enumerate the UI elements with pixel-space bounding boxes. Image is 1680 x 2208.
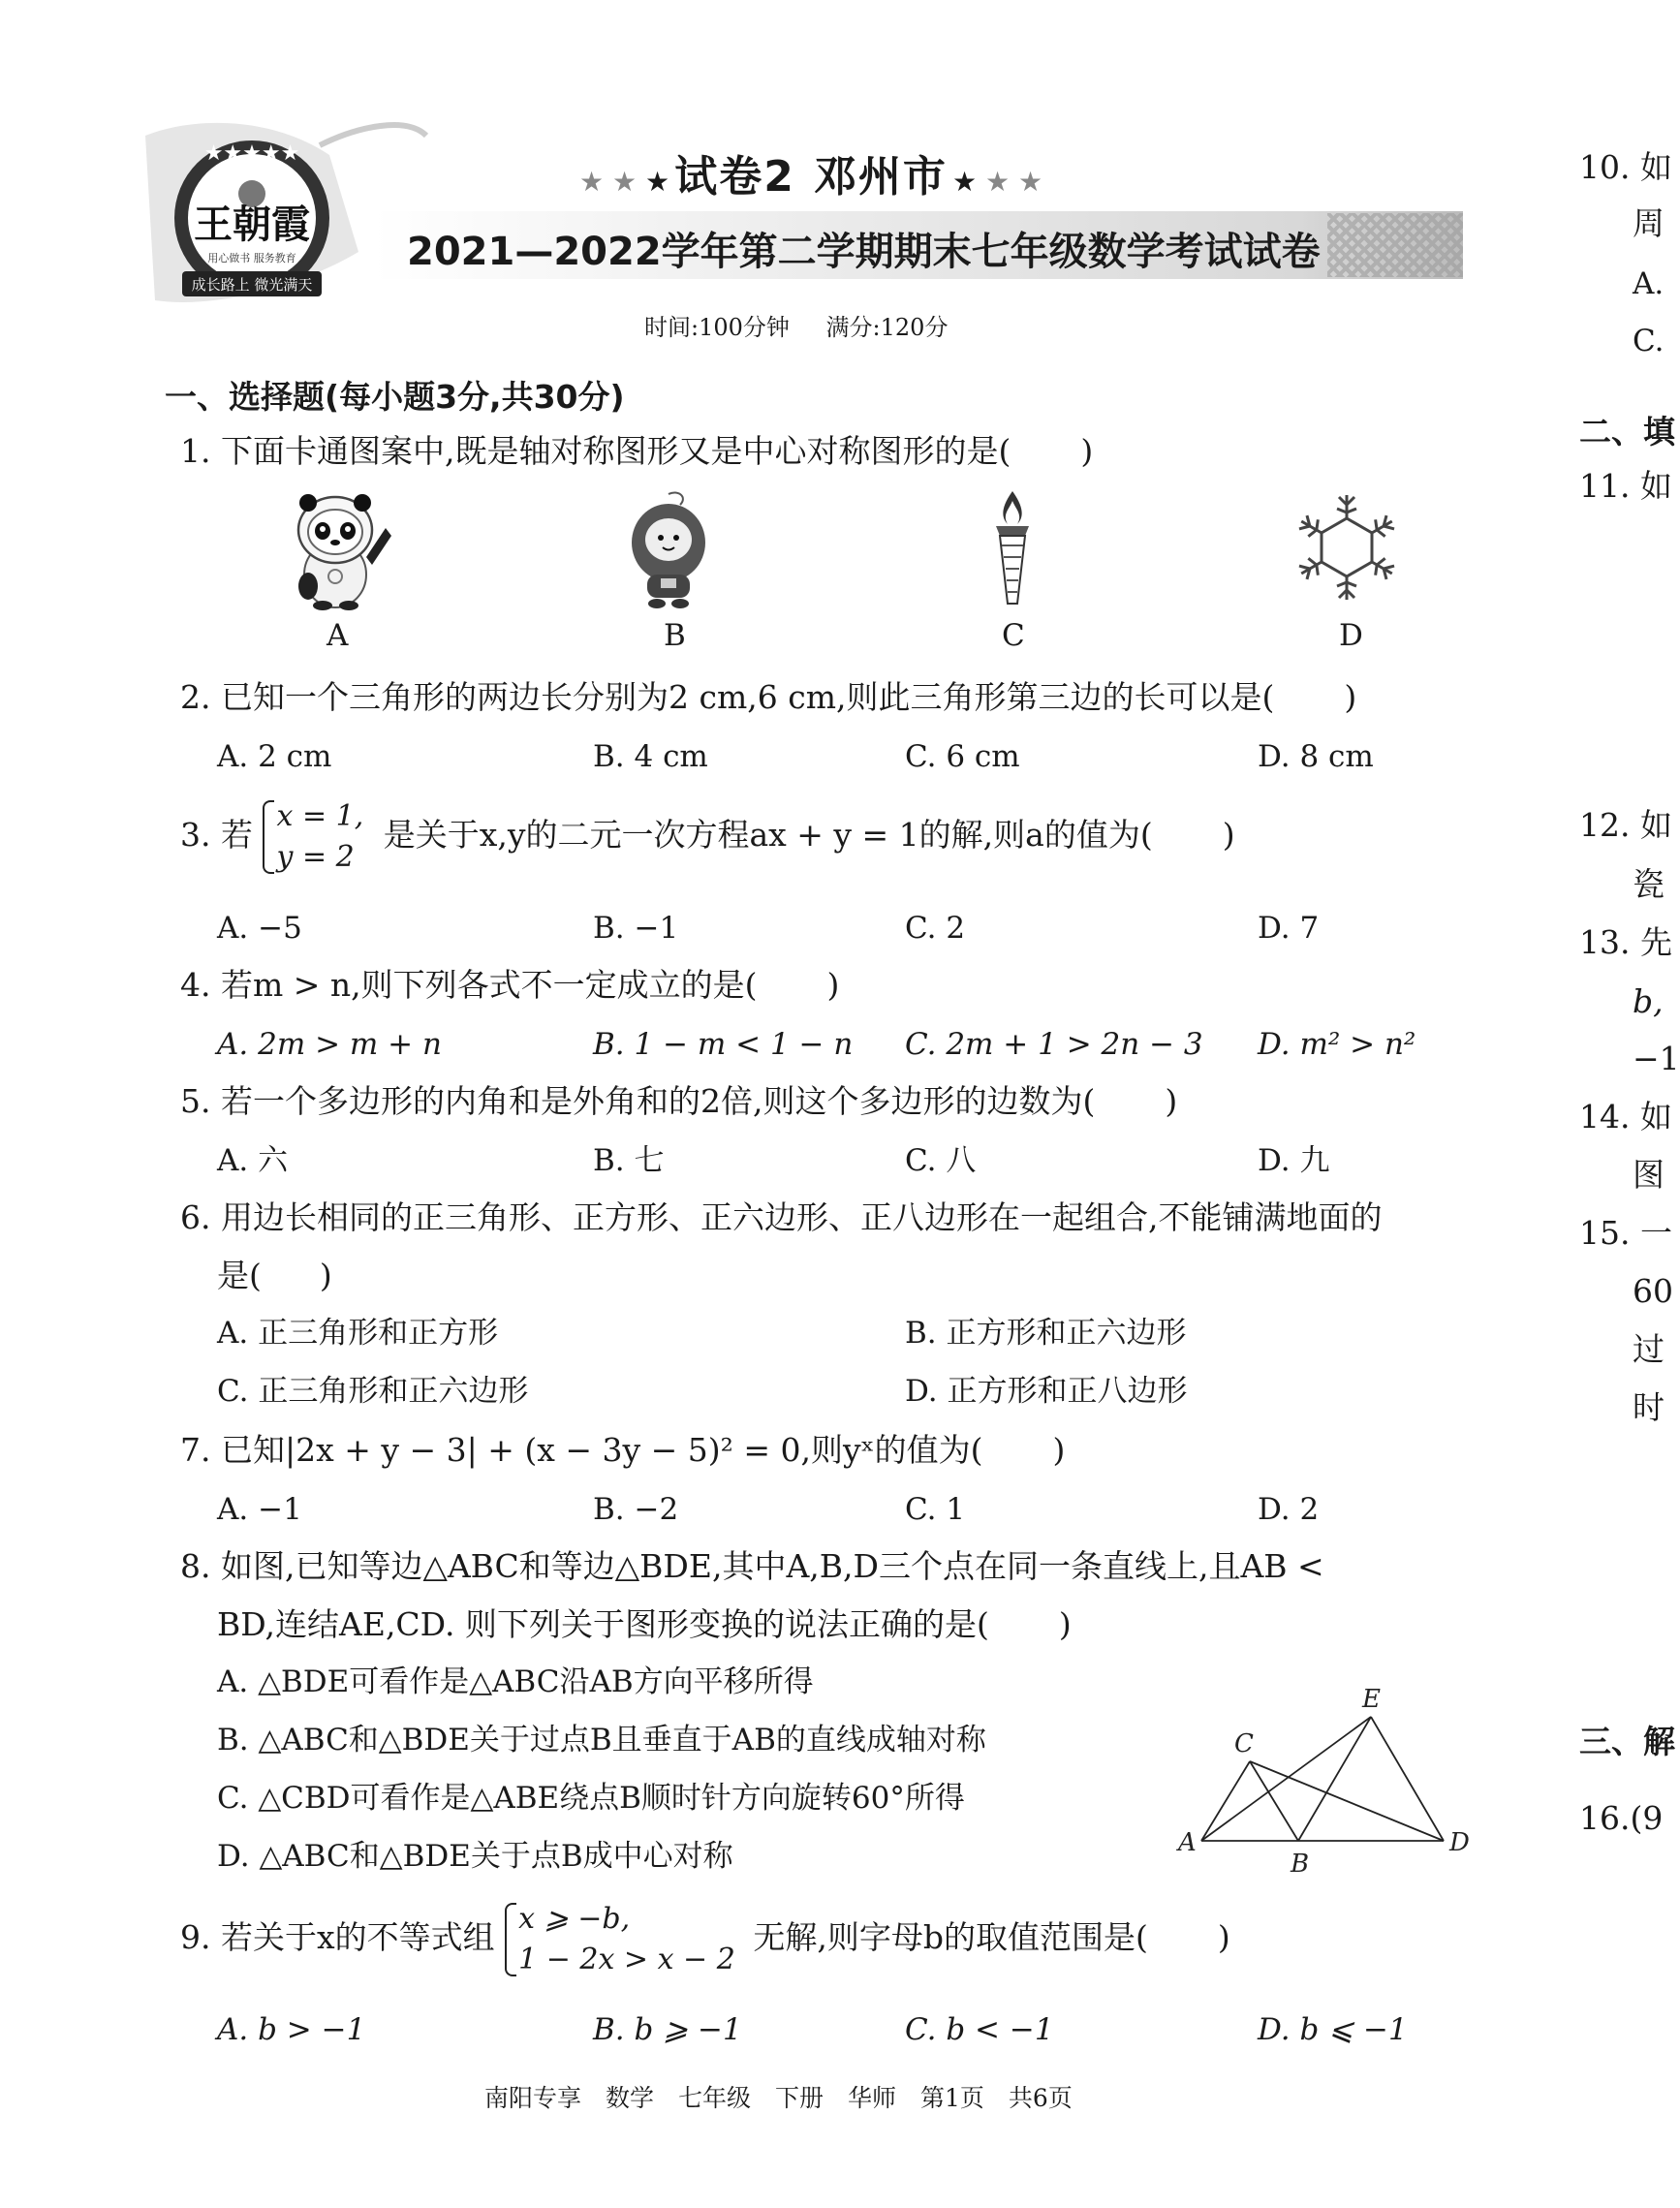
- equation-system: [263, 796, 363, 878]
- question-stem: 1. 下面卡通图案中,既是轴对称图形又是中心对称图形的是(: [180, 432, 1011, 470]
- q6-option-c: C. 正三角形和正六边形: [217, 1374, 529, 1409]
- page-footer: 南阳专享 数学 七年级 下册 华师 第1页 共6页: [484, 2084, 1073, 2112]
- point-a-label: A: [1178, 1828, 1197, 1857]
- title-band-pattern: [1327, 213, 1463, 277]
- star-icon: ★: [952, 166, 978, 198]
- rc-line: 11. 如: [1579, 467, 1672, 505]
- question-9: 9. 若关于x的不等式组 x ⩾ −b, 1 − 2x > x − 2 无解,则字母b的取值范围是( ): [180, 1899, 1230, 1980]
- rc-line: 14. 如: [1579, 1098, 1672, 1135]
- triangle-figure: [1172, 1676, 1482, 1880]
- q4-option-a: A. 2m > m + n: [217, 1027, 442, 1062]
- inequality-system: [505, 1899, 735, 1980]
- q8-option-c: C. △CBD可看作是△ABE绕点B顺时针方向旋转60°所得: [217, 1781, 965, 1816]
- q9-option-c: C. b < −1: [905, 2012, 1054, 2047]
- exam-title: 2021—2022学年第二学期期末七年级数学考试试卷: [407, 230, 1321, 274]
- q8-option-a: A. △BDE可看作是△ABC沿AB方向平移所得: [217, 1664, 814, 1699]
- question-stem: 2. 已知一个三角形的两边长分别为2 cm,6 cm,则此三角形第三边的长可以是(: [180, 678, 1275, 716]
- paper-tag: 试卷2: [674, 152, 795, 202]
- q4-option-c: C. 2m + 1 > 2n − 3: [905, 1027, 1203, 1062]
- q2-option-a: A. 2 cm: [217, 739, 332, 774]
- rc-line: 16.(9: [1579, 1799, 1664, 1837]
- q1-label-b: B: [664, 618, 686, 653]
- rc-section: 三、解: [1579, 1723, 1675, 1760]
- q3-option-b: B. −1: [593, 911, 679, 946]
- q2-option-c: C. 6 cm: [905, 739, 1020, 774]
- q4-option-d: D. m² > n²: [1258, 1027, 1416, 1062]
- q7-option-b: B. −2: [593, 1492, 679, 1527]
- question-5: 5. 若一个多边形的内角和是外角和的2倍,则这个多边形的边数为( ): [180, 1082, 1178, 1120]
- q1-label-a: A: [327, 618, 349, 653]
- rc-line: 时: [1633, 1388, 1664, 1426]
- question-7: 7. 已知|2x + y − 3| + (x − 3y − 5)² = 0,则yˣ的值为( ): [180, 1431, 1066, 1469]
- q7-option-a: A. −1: [217, 1492, 302, 1527]
- inequality-1: x ⩾ −b,: [518, 1902, 631, 1936]
- question-stem: 3. 若: [180, 816, 253, 854]
- inequality-2: 1 − 2x > x − 2: [518, 1943, 735, 1976]
- q6-option-d: D. 正方形和正八边形: [905, 1374, 1188, 1409]
- q5-option-a: A. 六: [217, 1143, 289, 1178]
- question-3: 3. 若 x = 1, y = 2 是关于x,y的二元一次方程ax + y = 1的解,则a的值为( ): [180, 796, 1235, 878]
- point-b-label: B: [1291, 1850, 1310, 1879]
- q9-option-d: D. b ⩽ −1: [1258, 2012, 1408, 2047]
- time-info: 时间:100分钟: [644, 314, 790, 341]
- rc-line: 12. 如: [1579, 806, 1672, 844]
- rc-line: 过: [1633, 1330, 1664, 1368]
- q9-option-b: B. b ⩾ −1: [593, 2012, 742, 2047]
- score-info: 满分:120分: [825, 314, 949, 341]
- question-stem: 5. 若一个多边形的内角和是外角和的2倍,则这个多边形的边数为(: [180, 1082, 1096, 1120]
- question-6: [180, 1198, 1382, 1237]
- publisher-logo: [136, 116, 368, 315]
- question-stem: 8. 如图,已知等边△ABC和等边△BDE,其中A,B,D三个点在同一条直线上,且AB <: [180, 1547, 1324, 1585]
- panda-mascot-icon: [279, 489, 395, 610]
- question-2: 2. 已知一个三角形的两边长分别为2 cm,6 cm,则此三角形第三边的长可以是( ): [180, 678, 1357, 716]
- q3-option-c: C. 2: [905, 911, 966, 946]
- q1-label-d: D: [1339, 618, 1363, 653]
- q6-option-b: B. 正方形和正六边形: [905, 1316, 1187, 1351]
- question-6-continued: 是( ): [217, 1257, 332, 1294]
- torch-icon: [988, 489, 1037, 610]
- question-stem-post: 是关于x,y的二元一次方程ax + y = 1的解,则a的值为(: [383, 816, 1153, 854]
- question-stem: 6. 用边长相同的正三角形、正方形、正六边形、正八边形在一起组合,不能铺满地面的: [180, 1198, 1383, 1236]
- logo-ribbon: 成长路上 微光满天: [191, 276, 313, 294]
- rc-line: 10. 如: [1579, 148, 1672, 186]
- q9-option-a: A. b > −1: [217, 2012, 366, 2047]
- section-title: 一、选择题(每小题3分,共30分): [165, 378, 625, 416]
- question-4: 4. 若m > n,则下列各式不一定成立的是( ): [180, 966, 840, 1004]
- q3-option-d: D. 7: [1258, 911, 1320, 946]
- equation-2: y = 2: [276, 840, 355, 874]
- rc-section: 二、填: [1579, 413, 1675, 451]
- question-1: 1. 下面卡通图案中,既是轴对称图形又是中心对称图形的是( ): [180, 432, 1094, 470]
- star-icon: ★ ★: [579, 166, 646, 198]
- city-name: 邓州市: [813, 152, 948, 202]
- q5-option-b: B. 七: [593, 1143, 665, 1178]
- rc-line: 15. 一: [1579, 1214, 1672, 1252]
- q4-option-b: B. 1 − m < 1 − n: [593, 1027, 854, 1062]
- rc-line: b,: [1633, 982, 1664, 1020]
- q5-option-c: C. 八: [905, 1143, 977, 1178]
- q6-option-a: A. 正三角形和正方形: [217, 1316, 499, 1351]
- rc-line: A.: [1633, 266, 1664, 301]
- q8-option-b: B. △ABC和△BDE关于过点B且垂直于AB的直线成轴对称: [217, 1723, 986, 1757]
- q7-option-d: D. 2: [1258, 1492, 1320, 1527]
- q2-option-d: D. 8 cm: [1258, 739, 1374, 774]
- rc-line: 图: [1633, 1156, 1664, 1194]
- rc-line: C.: [1633, 324, 1664, 358]
- q1-label-c: C: [1002, 618, 1025, 653]
- question-stem: 9. 若关于x的不等式组: [180, 1918, 495, 1956]
- rc-line: 60: [1633, 1272, 1673, 1310]
- lantern-mascot-icon: [620, 489, 717, 610]
- question-stem: 4. 若m > n,则下列各式不一定成立的是(: [180, 966, 758, 1004]
- q2-option-b: B. 4 cm: [593, 739, 708, 774]
- svg-text:★★★★★: ★★★★★: [203, 141, 300, 166]
- exam-meta: [644, 308, 948, 342]
- logo-name: 王朝霞: [194, 202, 310, 247]
- equation-1: x = 1,: [276, 799, 364, 833]
- q3-option-a: A. −5: [217, 911, 302, 946]
- question-8: [180, 1547, 1324, 1586]
- point-e-label: E: [1362, 1685, 1381, 1714]
- rc-line: −1: [1633, 1040, 1680, 1077]
- q5-option-d: D. 九: [1258, 1143, 1330, 1178]
- question-stem: 7. 已知|2x + y − 3| + (x − 3y − 5)² = 0,则yˣ的值为(: [180, 1431, 983, 1469]
- rc-line: 13. 先: [1579, 923, 1672, 961]
- point-d-label: D: [1449, 1828, 1470, 1857]
- q7-option-c: C. 1: [905, 1492, 966, 1527]
- snowflake-icon: [1289, 489, 1405, 606]
- paper-heading: [579, 141, 1042, 203]
- rc-line: 周: [1633, 204, 1664, 242]
- point-c-label: C: [1234, 1729, 1254, 1758]
- q8-option-d: D. △ABC和△BDE关于点B成中心对称: [217, 1839, 733, 1874]
- star-icon: ★ ★: [977, 166, 1043, 198]
- rc-line: 瓷: [1633, 865, 1664, 903]
- logo-motto: 用心做书 服务教育: [207, 252, 296, 264]
- question-8-continued: BD,连结AE,CD. 则下列关于图形变换的说法正确的是( ): [217, 1605, 1072, 1643]
- star-icon: ★: [645, 166, 670, 198]
- question-stem-post: 无解,则字母b的取值范围是(: [753, 1918, 1148, 1956]
